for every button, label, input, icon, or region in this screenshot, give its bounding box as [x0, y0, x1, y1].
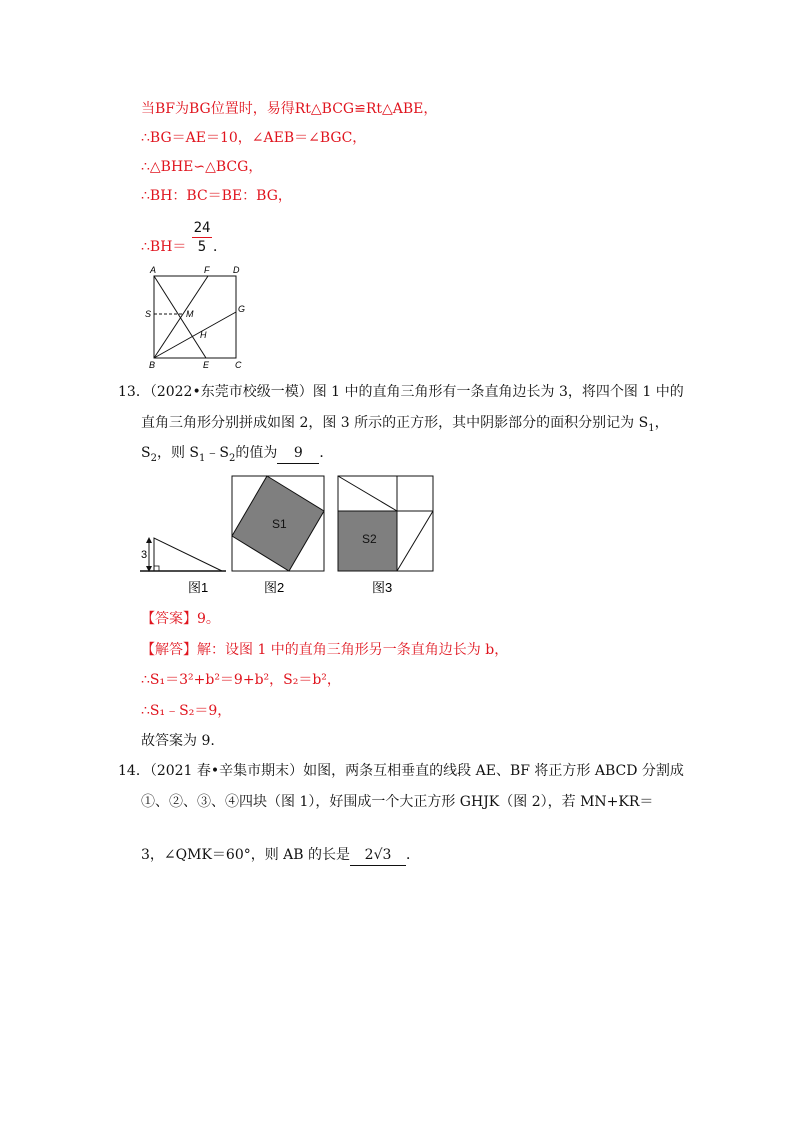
- q13-s1-sub: 1: [199, 452, 206, 464]
- fig3-shade-label: S2: [362, 532, 377, 546]
- label-a: A: [150, 265, 157, 275]
- label-f: F: [204, 265, 210, 275]
- fig3-diag-right: [397, 511, 433, 571]
- fraction-24-5: [192, 219, 212, 256]
- answer-tag: 【答案】: [141, 611, 197, 627]
- fraction-numerator: 24: [193, 220, 211, 236]
- solution-line-4: ∴BH：BC＝BE：BG，: [141, 188, 292, 204]
- solution-line-5-prefix: ∴BH＝: [141, 239, 187, 255]
- solve-tag: 【解答】: [141, 642, 197, 658]
- label-g: G: [238, 304, 246, 314]
- fig1-arrow-up-icon: [146, 537, 152, 543]
- q13-conclusion: 故答案为 9.: [141, 733, 215, 749]
- q13-line-2: [141, 413, 669, 439]
- fig3-diag-top: [338, 476, 397, 511]
- q13-solve-line: [141, 640, 508, 660]
- q14-text-2: ①、②、③、④四块（图 1），好围成一个大正方形 GHJK（图 2），若 MN+KR＝: [141, 794, 654, 810]
- q13-s2-sub: 2: [228, 452, 236, 464]
- q14-source: （2021 春•辛集市期末）: [149, 763, 304, 779]
- label-b: B: [149, 360, 156, 370]
- q14-line-3: [141, 845, 420, 866]
- q13-answer-line: [141, 609, 220, 629]
- q13-text-2-end: ，: [654, 415, 669, 431]
- q13-text-3b: ，则 S: [156, 445, 200, 461]
- fig1-caption: 图1: [188, 580, 209, 595]
- q14-header: [118, 761, 684, 781]
- q13-text-3-end: ．: [319, 445, 334, 461]
- q13-text-3d: 的值为: [235, 445, 278, 461]
- q13-figures: [140, 473, 440, 598]
- fig2-shade-label: S1: [272, 517, 287, 531]
- solution-line-5-suffix: ．: [213, 239, 227, 255]
- q14-number: 14．: [118, 763, 150, 779]
- q14-text-1: 如图，两条互相垂直的线段 AE、BF 将正方形 ABCD 分割成: [303, 763, 684, 779]
- q13-header: [118, 382, 684, 402]
- q13-calc-1: ∴S₁＝3²+b²＝9+b²，S₂＝b²，: [141, 672, 341, 688]
- fig1-side-label: 3: [141, 549, 148, 561]
- q13-number: 13．: [118, 384, 150, 400]
- q13-text-1: 图 1 中的直角三角形有一条直角边长为 3，将四个图 1 中的: [312, 384, 684, 400]
- label-d: D: [233, 265, 240, 275]
- answer-value: 9。: [197, 611, 220, 627]
- q13-s: S: [141, 445, 151, 461]
- q13-source: （2022•东莞市校级一模）: [149, 384, 313, 400]
- q14-text-3: 3，∠QMK＝60°，则 AB 的长是: [141, 847, 351, 863]
- q13-text-3c: ﹣S: [205, 445, 229, 461]
- fig3-caption: 图3: [372, 580, 393, 595]
- square-abcd: [154, 276, 236, 358]
- q13-answer-blank: 9: [277, 443, 319, 464]
- segment-bg: [154, 312, 236, 358]
- fig2-caption: 图2: [264, 580, 285, 595]
- label-s: S: [145, 309, 152, 319]
- q13-s-sub: 2: [150, 452, 157, 464]
- q14-text-3-end: ．: [406, 847, 421, 863]
- square-abcd-figure: [140, 262, 252, 372]
- label-e: E: [203, 360, 210, 370]
- fig1-triangle: [154, 538, 222, 571]
- label-h: H: [200, 330, 207, 340]
- solution-line-3: ∴△BHE∽△BCG，: [141, 159, 263, 175]
- q13-text-2-sub: 1: [648, 422, 655, 434]
- q13-line-3: [141, 443, 333, 469]
- label-m: M: [186, 309, 194, 319]
- q13-text-2: 直角三角形分别拼成如图 2，图 3 所示的正方形，其中阴影部分的面积分别记为 S: [141, 415, 649, 431]
- q13-calc-2: ∴S₁﹣S₂＝9，: [141, 703, 232, 719]
- solution-line-1: 当BF为BG位置时，易得Rt△BCG≌Rt△ABE，: [141, 101, 438, 117]
- q14-answer-blank: 2√3: [350, 845, 406, 866]
- solve-text: 解：设图 1 中的直角三角形另一条直角边长为 b，: [197, 642, 509, 658]
- label-c: C: [235, 360, 242, 370]
- solution-line-2: ∴BG＝AE＝10，∠AEB＝∠BGC，: [141, 130, 367, 146]
- fraction-denominator: 5: [197, 239, 207, 255]
